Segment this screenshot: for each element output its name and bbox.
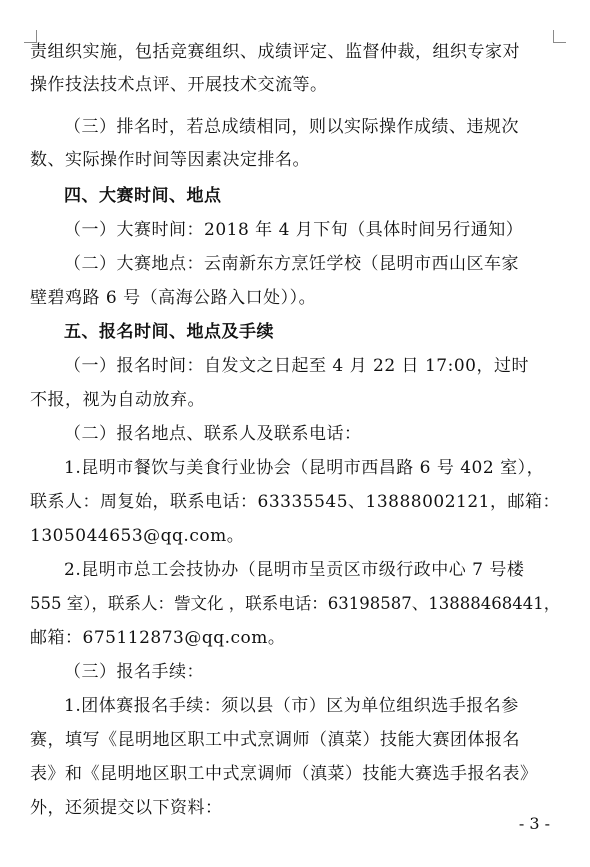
text-line: （二）大赛地点：云南新东方烹饪学校（昆明市西山区车家 <box>64 254 519 274</box>
text-line: 赛，填写《昆明地区职工中式烹调师（滇菜）技能大赛团体报名 <box>30 730 520 750</box>
text-line: 1305044653@qq.com。 <box>30 526 245 546</box>
text-line: 表》和《昆明地区职工中式烹调师（滇菜）技能大赛选手报名表》 <box>30 764 538 784</box>
text-line: （三）排名时，若总成绩相同，则以实际操作成绩、违规次 <box>64 117 519 137</box>
text-line: 操作技法技术点评、开展技术交流等。 <box>30 75 328 95</box>
text-line: 555 室），联系人：訾文化 ，联系电话：63198587、13888468441， <box>30 594 561 613</box>
text-line: 数、实际操作时间等因素决定排名。 <box>30 150 310 170</box>
text-line: 不报，视为自动放弃。 <box>30 390 205 410</box>
text-line: 责组织实施，包括竞赛组织、成绩评定、监督仲裁，组织专家对 <box>30 42 520 62</box>
section-heading: 五、报名时间、地点及手续 <box>64 322 274 342</box>
crop-mark-top-right <box>553 30 566 43</box>
text-line: （二）报名地点、联系人及联系电话： <box>64 424 362 444</box>
page-number: - 3 - <box>518 814 550 833</box>
text-line: 邮箱：675112873@qq.com。 <box>30 628 286 648</box>
section-heading: 四、大赛时间、地点 <box>64 186 222 206</box>
text-line: 1.昆明市餐饮与美食行业协会（昆明市西昌路 6 号 402 室）， <box>64 458 545 478</box>
text-line: （一）大赛时间：2018 年 4 月下旬（具体时间另行通知） <box>64 220 524 240</box>
text-line: 2.昆明市总工会技协办（昆明市呈贡区市级行政中心 7 号楼 <box>64 560 525 580</box>
text-line: 1.团体赛报名手续：须以县（市）区为单位组织选手报名参 <box>64 696 519 716</box>
text-line: 联系人：周复始，联系电话：63335545、13888002121，邮箱： <box>30 492 561 512</box>
text-line: 外，还须提交以下资料： <box>30 798 223 818</box>
text-line: 壁碧鸡路 6 号（高海公路入口处））。 <box>30 288 317 308</box>
text-line: （三）报名手续： <box>64 662 204 682</box>
text-line: （一）报名时间：自发文之日起至 4 月 22 日 17:00，过时 <box>64 356 529 376</box>
